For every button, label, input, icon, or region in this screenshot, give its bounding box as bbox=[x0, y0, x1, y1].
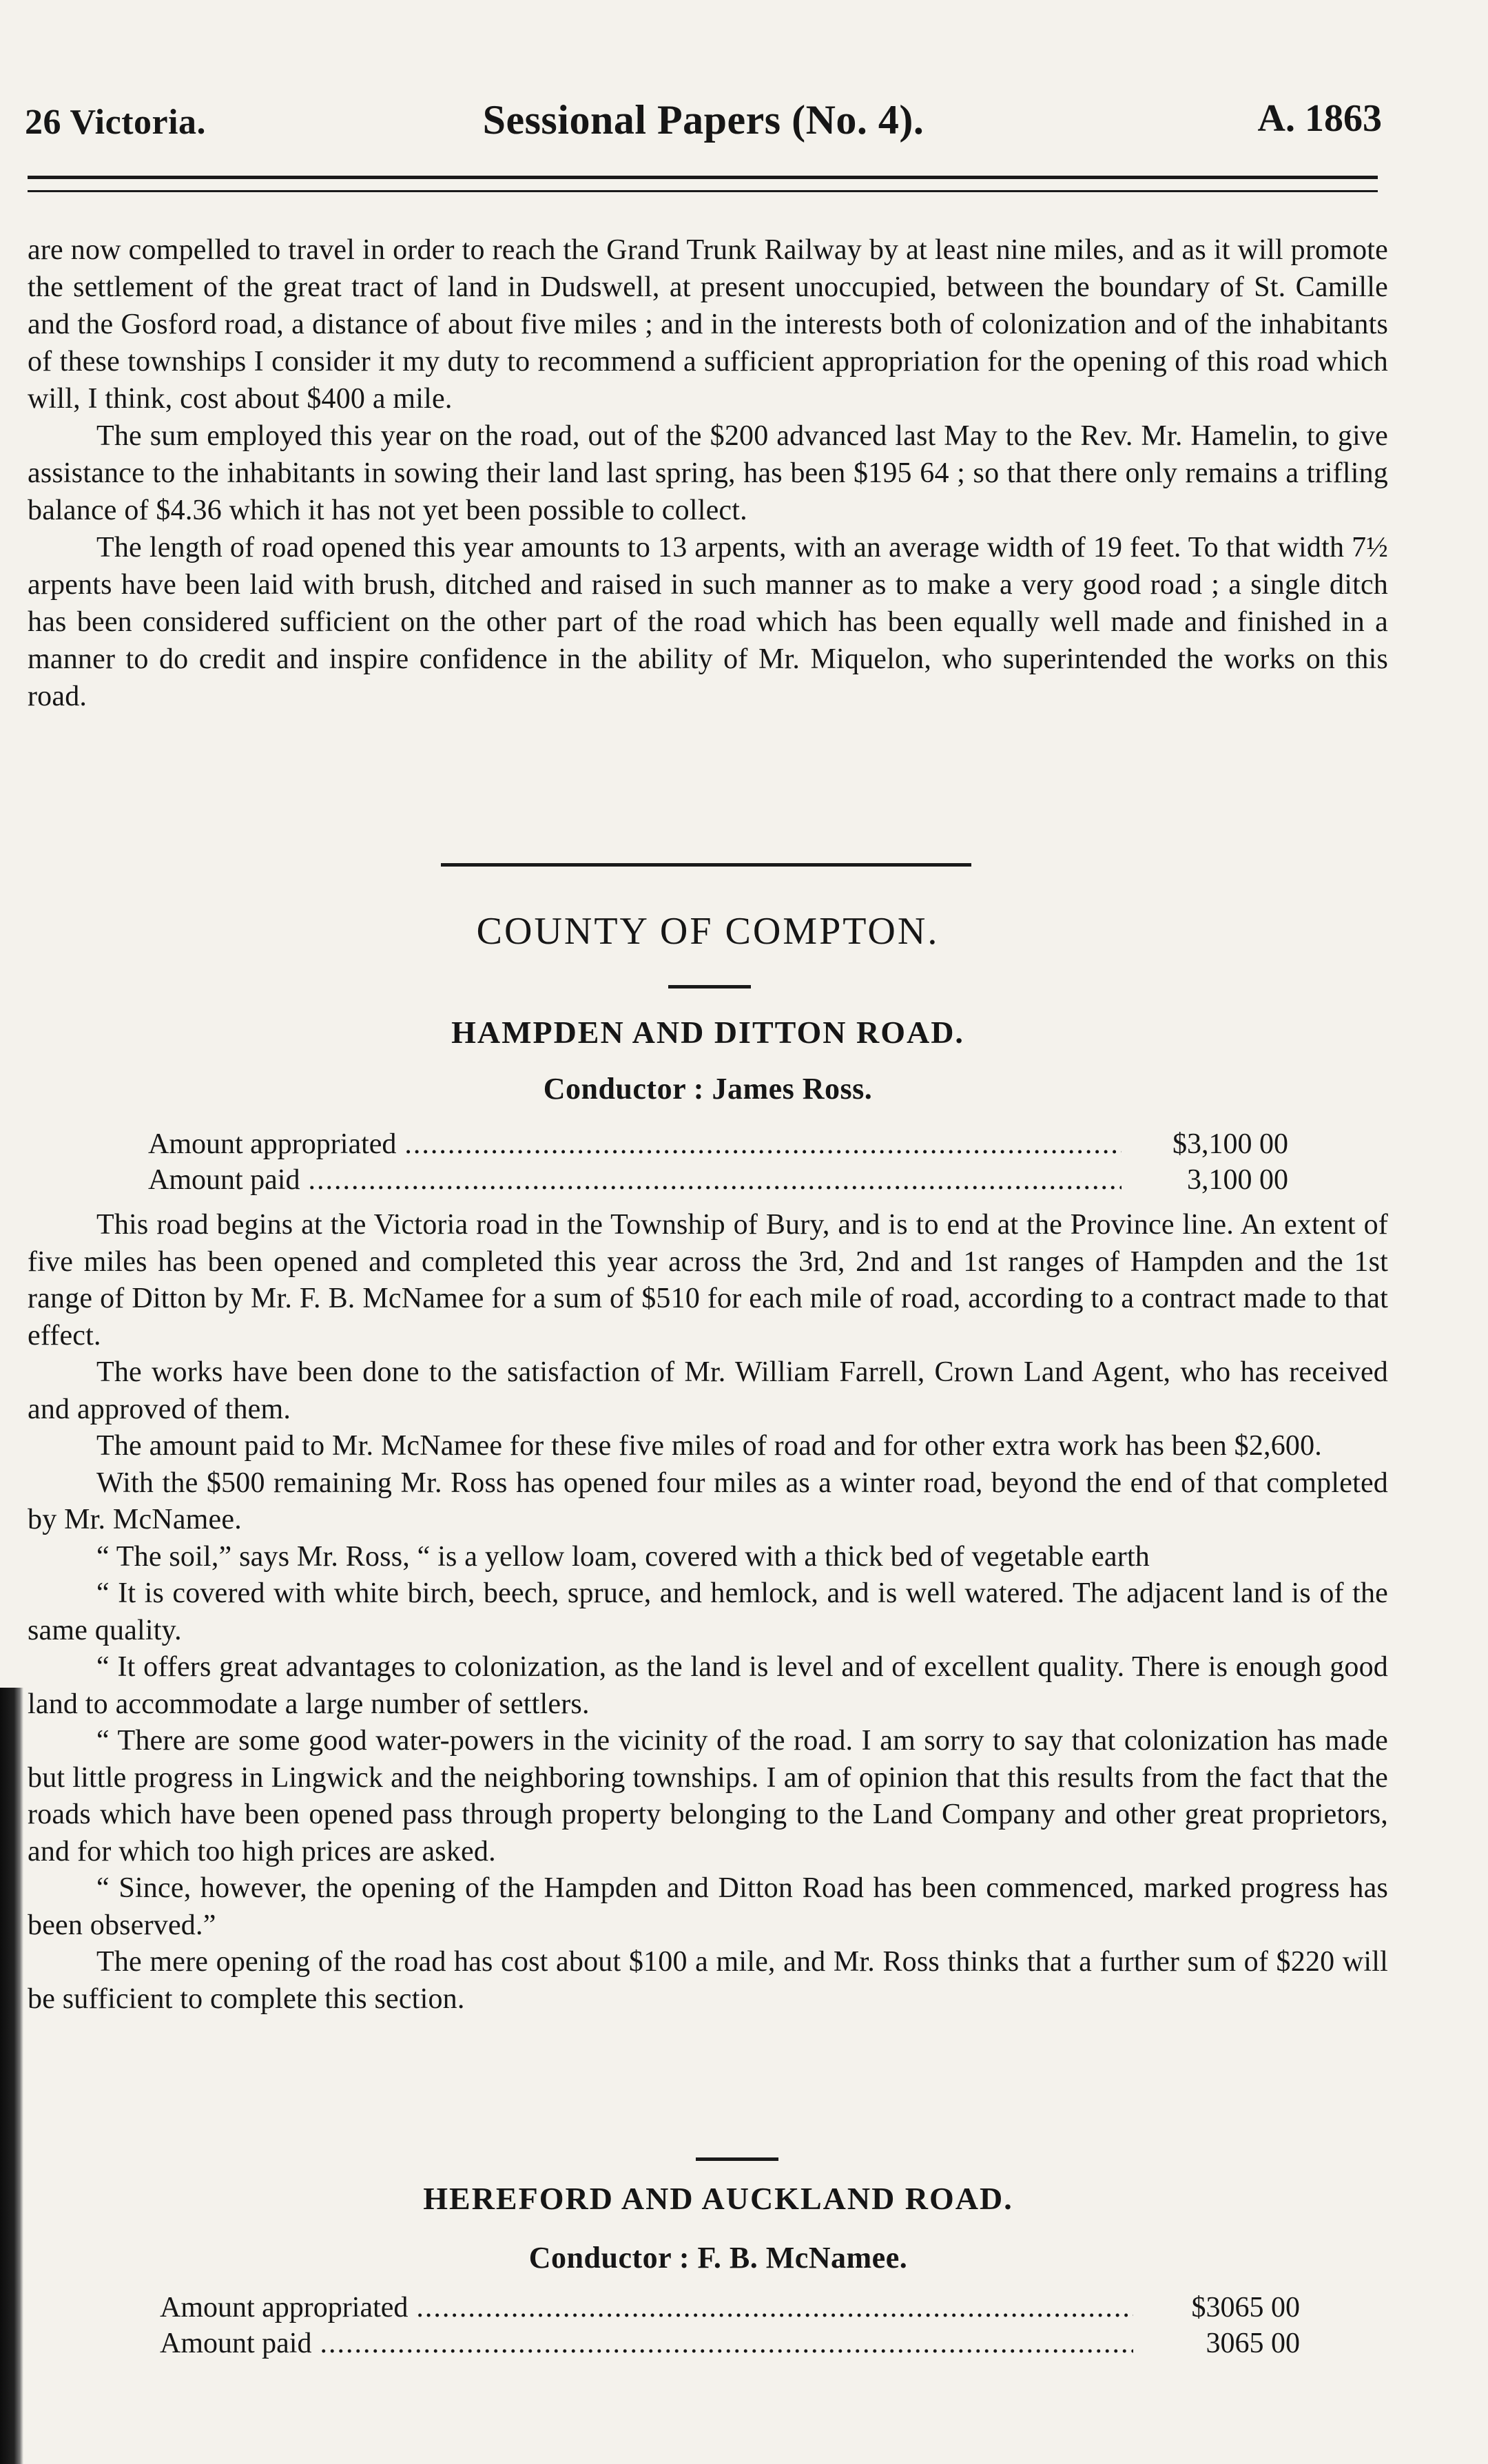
short-rule bbox=[668, 985, 751, 988]
road-heading-hampden: HAMPDEN AND DITTON ROAD. bbox=[451, 1015, 964, 1050]
amount-appropriated-row bbox=[160, 2290, 1300, 2325]
amount-value: 3065 00 bbox=[1206, 2328, 1300, 2359]
binding-shadow bbox=[0, 1688, 23, 2464]
amount-label: Amount paid bbox=[160, 2328, 312, 2359]
section-divider bbox=[441, 863, 971, 867]
amount-appropriated-row bbox=[148, 1127, 1288, 1161]
short-rule bbox=[696, 2157, 778, 2161]
amount-value: 3,100 00 bbox=[1187, 1164, 1288, 1196]
header-year: A. 1863 bbox=[1257, 97, 1382, 140]
county-heading: COUNTY OF COMPTON. bbox=[476, 910, 940, 953]
amount-label: Amount paid bbox=[148, 1164, 300, 1196]
body-paragraph: The amount paid to Mr. McNamee for these five miles of road and for other extra work has been $2,600. bbox=[96, 1430, 1322, 1462]
amount-value: $3065 00 bbox=[1191, 2292, 1300, 2323]
quote-paragraph: “ Since, however, the opening of the Hampden and Ditton Road has been commenced, marked progress has been observed.” bbox=[28, 1872, 1388, 1941]
intro-paragraph: The length of road opened this year amounts to 13 arpents, with an average width of 19 feet. To that width 7½ arpents have been laid with brush, ditched and raised in such manner as to make a very good road ; a single ditch has been considered sufficient on the other part of the road which has been equally well made and finished in a manner to do credit and inspire confidence in the ability of Mr. Miquelon, who superintended the works on this road. bbox=[28, 532, 1388, 712]
amount-value: $3,100 00 bbox=[1172, 1128, 1288, 1160]
body-paragraph: The works have been done to the satisfaction of Mr. William Farrell, Crown Land Agent, who has received and approved of them. bbox=[28, 1356, 1388, 1425]
conductor-hampden: Conductor : James Ross. bbox=[543, 1072, 873, 1106]
amount-label: Amount appropriated bbox=[148, 1128, 397, 1160]
page-header bbox=[25, 96, 1382, 152]
header-rule bbox=[28, 176, 1378, 192]
dot-leader bbox=[320, 2326, 1133, 2361]
amount-paid-row bbox=[148, 1163, 1288, 1197]
header-session: 26 Victoria. bbox=[25, 103, 207, 142]
intro-paragraph: The sum employed this year on the road, out of the $200 advanced last May to the Rev. Mr. Hamelin, to give assistance to the inhabitants in sowing their land last spring, has been $195 64 ; so that there only remains a trifling balance of $4.36 which it has not yet been possible to collect. bbox=[28, 420, 1388, 526]
quote-paragraph: “ It offers great advantages to colonization, as the land is level and of excellent quality. There is enough good land to accommodate a large number of settlers. bbox=[28, 1651, 1388, 1720]
quote-paragraph: “ The soil,” says Mr. Ross, “ is a yellow loam, covered with a thick bed of vegetable earth bbox=[96, 1540, 1150, 1573]
body-paragraph: This road begins at the Victoria road in the Township of Bury, and is to end at the Province line. An extent of five miles has been opened and completed this year across the 3rd, 2nd and 1st ranges of Hampden and the 1st range of Ditton by Mr. F. B. McNamee for a sum of $510 for each mile of road, according to a contract made to that effect. bbox=[28, 1209, 1388, 1352]
body-paragraph: The mere opening of the road has cost about $100 a mile, and Mr. Ross thinks that a further sum of $220 will be sufficient to complete this section. bbox=[28, 1946, 1388, 2015]
hampden-text bbox=[28, 1207, 1388, 2018]
amount-label: Amount appropriated bbox=[160, 2292, 409, 2323]
dot-leader bbox=[404, 1127, 1122, 1161]
header-title: Sessional Papers (No. 4). bbox=[482, 97, 924, 143]
quote-paragraph: “ There are some good water-powers in the vicinity of the road. I am sorry to say that colonization has made but little progress in Lingwick and the neighboring townships. I am of opinion that this results from the fact that the roads which have been opened pass through property belonging to the Land Company and other great proprietors, and for which too high prices are asked. bbox=[28, 1725, 1388, 1867]
dot-leader bbox=[308, 1163, 1122, 1197]
quote-paragraph: “ It is covered with white birch, beech, spruce, and hemlock, and is well watered. The adjacent land is of the same quality. bbox=[28, 1577, 1388, 1646]
road-heading-hereford: HEREFORD AND AUCKLAND ROAD. bbox=[423, 2181, 1013, 2216]
body-paragraph: With the $500 remaining Mr. Ross has opened four miles as a winter road, beyond the end of that completed by Mr. McNamee. bbox=[28, 1467, 1388, 1535]
amount-paid-row bbox=[160, 2326, 1300, 2361]
intro-paragraph: are now compelled to travel in order to reach the Grand Trunk Railway by at least nine miles, and as it will promote the settlement of the great tract of land in Dudswell, at present unoccupied, between the boundary of St. Camille and the Gosford road, a distance of about five miles ; and in the interests both of colonization and of the inhabitants of these townships I consider it my duty to recommend a sufficient appropriation for the opening of this road which will, I think, cost about $400 a mile. bbox=[28, 234, 1388, 415]
dot-leader bbox=[416, 2290, 1133, 2325]
conductor-hereford: Conductor : F. B. McNamee. bbox=[528, 2241, 908, 2275]
intro-text bbox=[28, 231, 1388, 715]
